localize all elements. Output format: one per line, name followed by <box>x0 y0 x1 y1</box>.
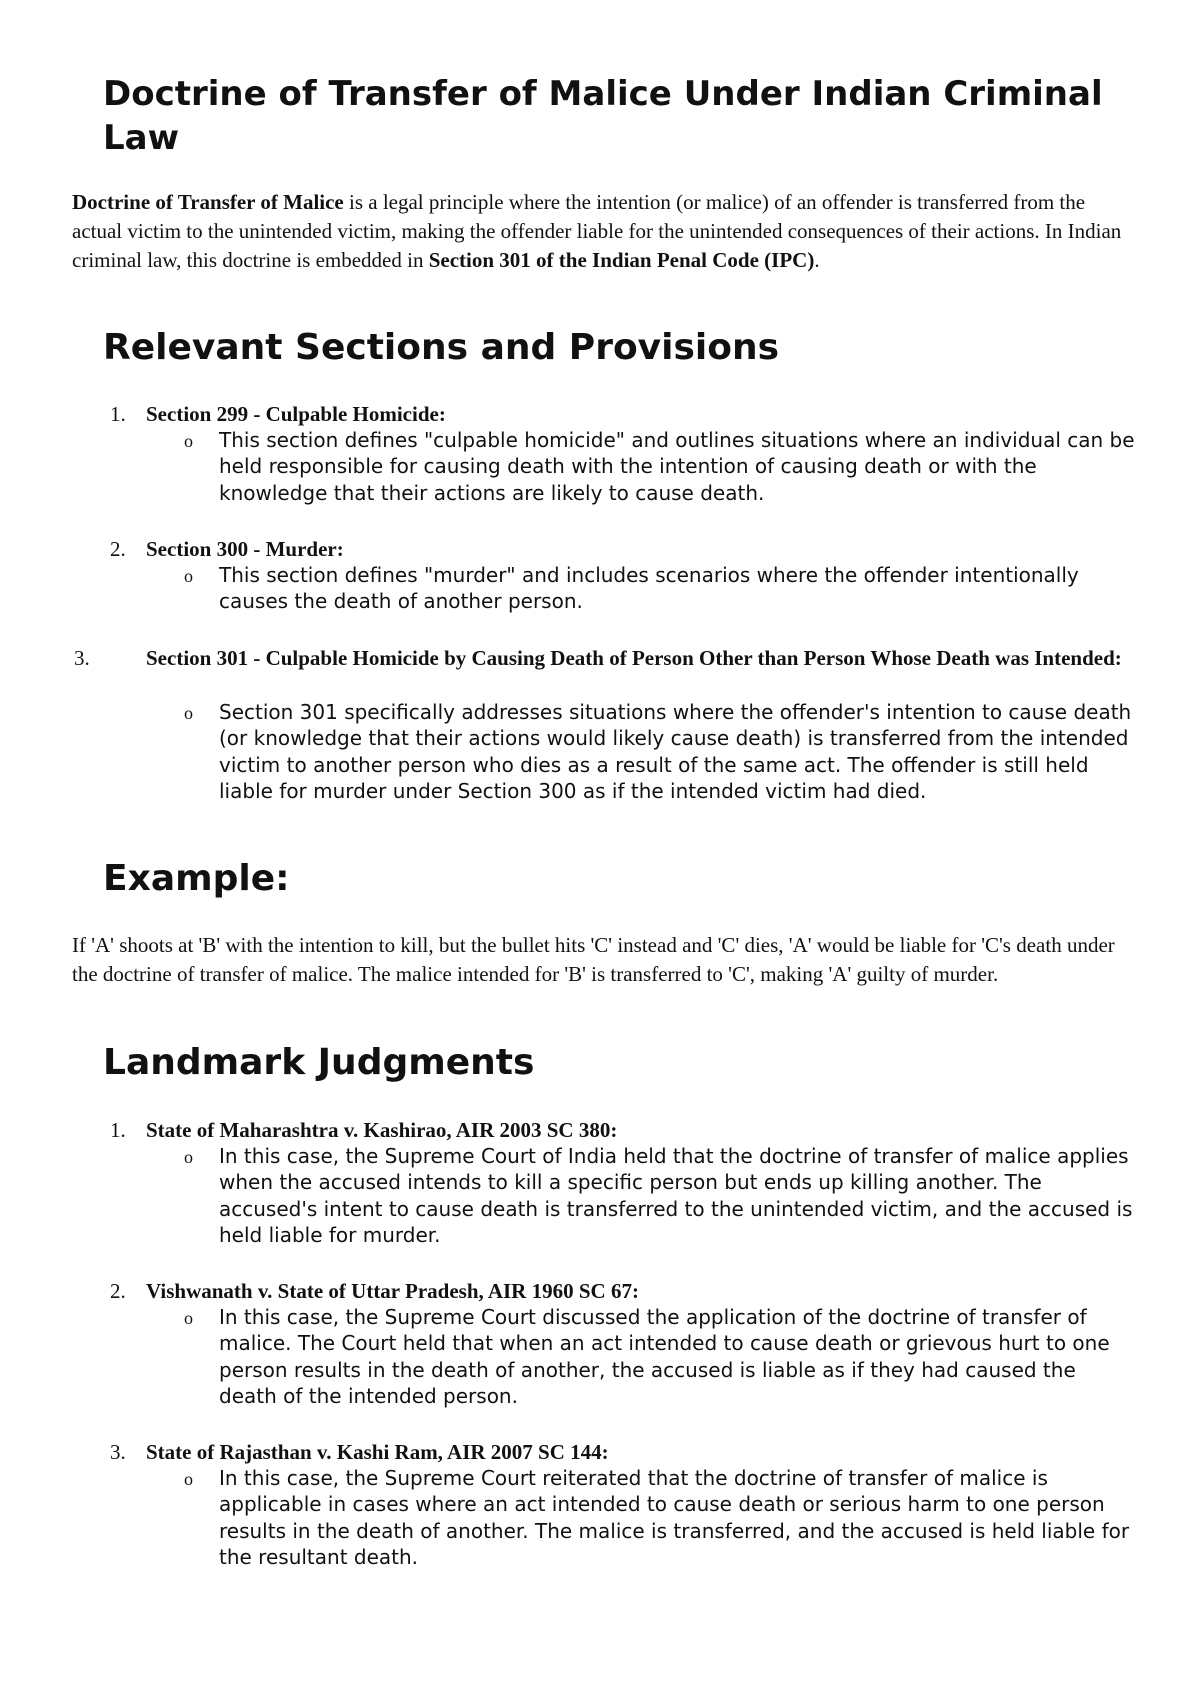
judgment-item-description: In this case, the Supreme Court reiterated that the doctrine of transfer of malice is applicable in cases where an act intended to cause death or serious harm to one person results in the death of another. The malice is transferred, and the accused is held liable for the resultant death. <box>219 1466 1130 1570</box>
section-item-number: 3. <box>74 646 90 670</box>
section-item-label: Section 300 - Murder: <box>146 537 344 561</box>
intro-end: . <box>814 248 820 272</box>
judgment-item-number: 2. <box>110 1279 126 1303</box>
judgment-item-description: In this case, the Supreme Court discussed the application of the doctrine of transfer of malice. The Court held that when an act intended to cause death or grievous hurt to one person results in the death of another, the accused is liable as if they had caused the death of the intended person. <box>219 1305 1110 1409</box>
section-item-title <box>74 645 1186 672</box>
bullet-marker: o <box>184 1147 193 1167</box>
judgment-item-label: State of Maharashtra v. Kashirao, AIR 2003 SC 380: <box>146 1118 618 1142</box>
intro-paragraph <box>72 188 1132 275</box>
section-item-title <box>110 401 1150 428</box>
judgment-item-number: 3. <box>110 1440 126 1464</box>
judgment-item-label: State of Rajasthan v. Kashi Ram, AIR 2007 SC 144: <box>146 1440 609 1464</box>
section-item-label: Section 299 - Culpable Homicide: <box>146 402 446 426</box>
section-item-number: 2. <box>110 537 126 561</box>
section-item-description: Section 301 specifically addresses situations where the offender's intention to cause death (or knowledge that their actions would likely cause death) is transferred from the intended victim to another person who dies as a result of the same act. The offender is still held liable for murder under Section 300 as if the intended victim had died. <box>219 700 1132 804</box>
judgments-heading: Landmark Judgments <box>103 1042 535 1083</box>
example-heading: Example: <box>103 858 290 899</box>
intro-term: Doctrine of Transfer of Malice <box>72 190 344 214</box>
bullet-marker: o <box>184 431 193 451</box>
judgment-item-title <box>110 1278 1150 1305</box>
page-title: Doctrine of Transfer of Malice Under Indian Criminal Law <box>103 74 1103 158</box>
judgment-item-description: In this case, the Supreme Court of India held that the doctrine of transfer of malice applies when the accused intends to kill a specific person but ends up killing another. The accused's intent to cause death is transferred to the unintended victim, and the accused is held liable for murder. <box>219 1144 1133 1248</box>
section-item-label: Section 301 - Culpable Homicide by Causing Death of Person Other than Person Whose Death was Intended: <box>146 646 1122 670</box>
bullet-marker: o <box>184 1469 193 1489</box>
sections-heading: Relevant Sections and Provisions <box>103 327 780 368</box>
section-item-description: This section defines "murder" and includes scenarios where the offender intentionally causes the death of another person. <box>219 563 1079 614</box>
judgment-item-title <box>110 1439 1150 1466</box>
bullet-marker: o <box>184 1308 193 1328</box>
section-item-number: 1. <box>110 402 126 426</box>
intro-section-ref: Section 301 of the Indian Penal Code (IPC) <box>428 248 815 272</box>
example-paragraph: If 'A' shoots at 'B' with the intention to kill, but the bullet hits 'C' instead and 'C' dies, 'A' would be liable for 'C's death under the doctrine of transfer of malice. The malice intended for 'B' is transferred to 'C', making 'A' guilty of murder. <box>72 933 1115 986</box>
section-item-description: This section defines "culpable homicide" and outlines situations where an individual can be held responsible for causing death with the intention of causing death or with the knowledge that their actions are likely to cause death. <box>219 428 1135 505</box>
judgment-item-title <box>110 1117 1150 1144</box>
judgment-item-number: 1. <box>110 1118 126 1142</box>
judgment-item-label: Vishwanath v. State of Uttar Pradesh, AIR 1960 SC 67: <box>146 1279 639 1303</box>
bullet-marker: o <box>184 566 193 586</box>
intro-text: is a legal principle where the intention (or malice) of an offender is transferred from the actual victim to the unintended victim, making the offender liable for the unintended consequences of their actions. In Indian criminal law, this doctrine is embedded in <box>72 190 1122 272</box>
bullet-marker: o <box>184 703 193 723</box>
section-item-title <box>110 536 1150 563</box>
